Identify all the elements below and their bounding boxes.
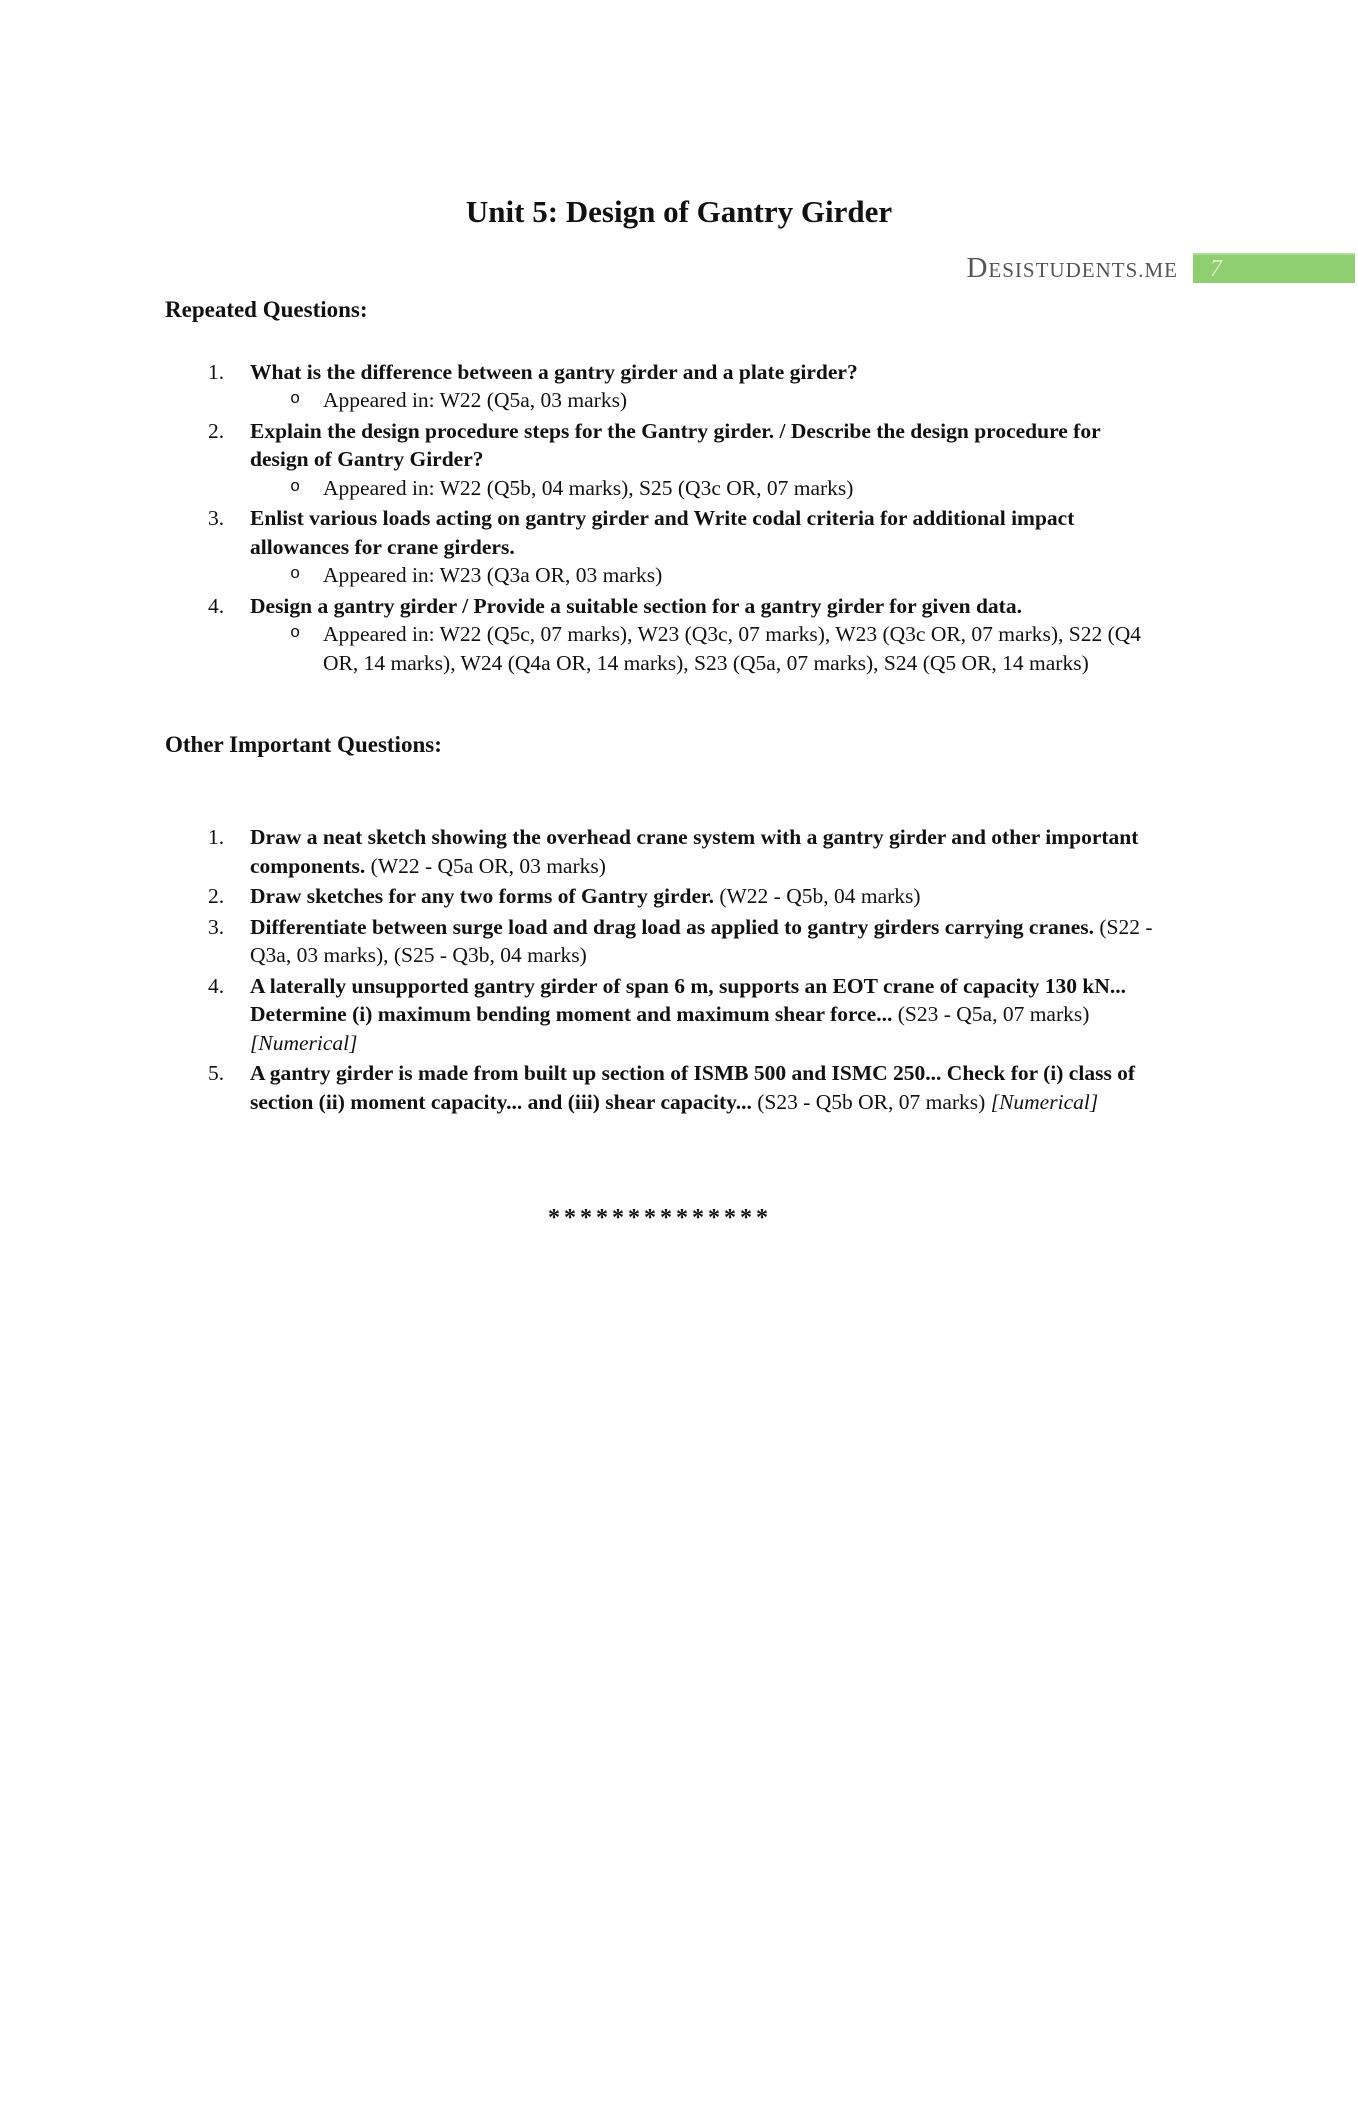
appeared-in-text: Appeared in: W22 (Q5b, 04 marks), S25 (Q3c OR, 07 marks) [323,475,854,500]
page-title: Unit 5: Design of Gantry Girder [465,194,893,229]
question-text [250,1059,1155,1116]
document-body [165,297,1155,1230]
question-text: Explain the design procedure steps for the Gantry girder. / Describe the design procedure for design of Gantry Girder? [250,418,1101,472]
item-number: 3. [208,506,225,531]
site-name-rest: ESISTUDENTS.ME [988,257,1178,282]
appeared-in-text: Appeared in: W22 (Q5a, 03 marks) [323,388,628,413]
question-marks-text: (S23 - Q5b OR, 07 marks) [751,1089,991,1114]
item-number: 4. [208,973,225,998]
question-marks-text: (S22 - Q3a, 03 marks), (S25 - Q3b, 04 marks) [250,914,1153,968]
list-item [165,882,1155,911]
list-item [165,913,1155,970]
question-text-bold: A laterally unsupported gantry girder of span 6 m, supports an EOT crane of capacity 130 kN... Determine (i) maximum bending moment and maximum shear force... [250,973,1126,1027]
question-text-bold: Draw sketches for any two forms of Gantry girder. [250,884,714,909]
item-number: 1. [208,359,225,384]
question-text [250,913,1155,970]
site-name [966,251,1178,284]
question-text: Enlist various loads acting on gantry girder and Write codal criteria for additional impact allowances for crane girders. [250,506,1075,559]
item-number: 3. [208,914,225,939]
question-marks-text: (S23 - Q5a, 07 marks) [892,1002,1090,1027]
question-text: What is the difference between a gantry girder and a plate girder? [250,359,858,384]
other-questions-list [165,823,1155,1116]
question-text [250,882,1155,911]
question-numerical-tag: [Numerical] [990,1089,1099,1114]
item-number: 5. [208,1061,225,1086]
question-text-bold: A gantry girder is made from built up section of ISMB 500 and ISMC 250... Check for (i) class of section (ii) moment capacity... and (iii) shear capacity... [250,1061,1136,1114]
site-name-initial: D [966,251,989,284]
item-number: 1. [208,825,225,850]
repeated-questions-list [165,358,1155,678]
list-item [165,504,1155,590]
question-text-bold: Draw a neat sketch showing the overhead crane system with a gantry girder and other important components. [250,825,1139,878]
sub-bullet-icon: o [290,477,301,497]
appeared-in-text: Appeared in: W23 (Q3a OR, 03 marks) [323,563,663,588]
item-number: 2. [208,418,225,443]
item-number: 2. [208,884,225,909]
list-item [165,358,1155,415]
question-text: Design a gantry girder / Provide a suitable section for a gantry girder for given data. [250,593,1022,618]
question-marks-text: (W22 - Q5a OR, 03 marks) [365,853,606,878]
item-number: 4. [208,593,225,618]
sub-bullet-icon: o [290,624,301,644]
question-text [250,972,1155,1058]
question-text [250,823,1155,880]
page-number-badge [1193,253,1355,283]
section-end-separator: ************** [548,1205,772,1232]
appeared-in-text: Appeared in: W22 (Q5c, 07 marks), W23 (Q3c, 07 marks), W23 (Q3c OR, 07 marks), S22 (Q4 OR, 14 marks), W24 (Q4a OR, 14 marks), S23 (Q5a, 07 marks), S24 (Q5 OR, 14 marks) [323,622,1142,675]
question-text-bold: Differentiate between surge load and drag load as applied to gantry girders carrying cranes. [250,914,1095,939]
document-page [0,195,1358,2115]
section-heading-repeated-questions: Repeated Questions: [165,297,368,323]
section-heading-other-important-questions: Other Important Questions: [165,732,442,758]
sub-bullet-icon: o [290,390,301,410]
page-header [0,253,1358,283]
list-item [165,417,1155,503]
list-item [165,592,1155,678]
page-number: 7 [1210,256,1222,282]
sub-bullet-icon: o [290,565,301,585]
question-numerical-tag: [Numerical] [250,1030,358,1055]
list-item [165,1059,1155,1116]
question-marks-text: (W22 - Q5b, 04 marks) [713,884,921,909]
list-item [165,823,1155,880]
list-item [165,972,1155,1058]
